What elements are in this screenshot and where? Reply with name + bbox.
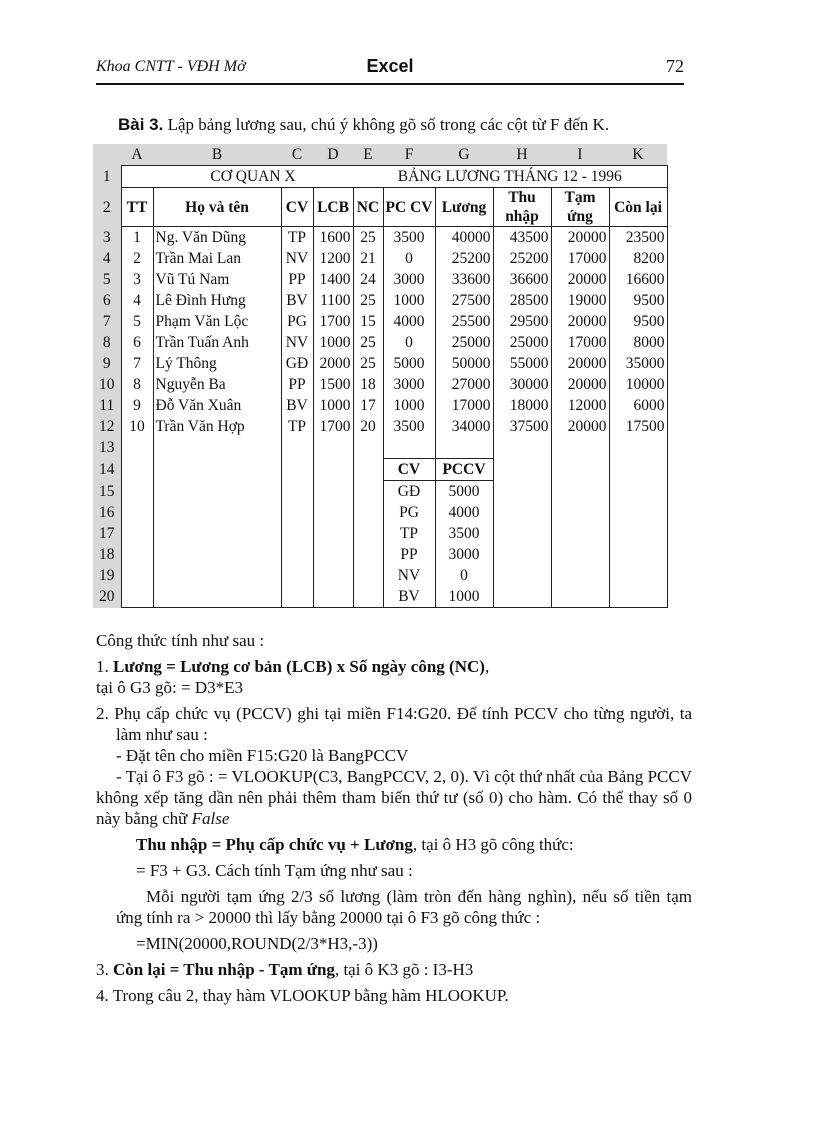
column-title[interactable]: TT — [121, 188, 153, 227]
empty-cell[interactable] — [551, 481, 609, 503]
data-cell[interactable]: 25000 — [435, 332, 493, 353]
column-title[interactable]: Họ và tên — [153, 188, 281, 227]
row-number[interactable]: 10 — [93, 374, 121, 395]
sheet-row — [93, 586, 667, 608]
corner-cell — [93, 144, 121, 166]
data-cell[interactable]: 17 — [353, 395, 383, 416]
data-cell[interactable]: 43500 — [493, 227, 551, 249]
pccv-cell[interactable]: 3000 — [435, 544, 493, 565]
row-number[interactable]: 17 — [93, 523, 121, 544]
empty-cell[interactable] — [353, 544, 383, 565]
advance-rule: Mỗi người tạm ứng 2/3 số lương (làm tròn đến hàng nghìn), nếu số tiền tạm ứng tính ra > 20000 thì lấy bằng 20000 tại ô F3 gõ công thức : — [116, 887, 692, 927]
data-cell[interactable]: 17000 — [551, 248, 609, 269]
empty-cell[interactable] — [353, 502, 383, 523]
row-number[interactable]: 15 — [93, 481, 121, 503]
page-number: 72 — [666, 56, 684, 76]
empty-cell[interactable] — [435, 437, 493, 459]
data-cell[interactable]: PP — [281, 374, 313, 395]
empty-cell[interactable] — [313, 544, 353, 565]
empty-cell[interactable] — [153, 544, 281, 565]
row-number[interactable]: 13 — [93, 437, 121, 459]
empty-cell[interactable] — [383, 437, 435, 459]
data-cell[interactable]: 23500 — [609, 227, 667, 249]
data-cell[interactable]: 24 — [353, 269, 383, 290]
data-cell[interactable]: Lý Thông — [153, 353, 281, 374]
page-header — [96, 58, 684, 82]
data-cell[interactable]: 8200 — [609, 248, 667, 269]
data-cell[interactable]: 5000 — [383, 353, 435, 374]
pccv-cell[interactable]: TP — [383, 523, 435, 544]
data-cell[interactable]: 40000 — [435, 227, 493, 249]
data-cell[interactable]: 9500 — [609, 290, 667, 311]
empty-cell[interactable] — [313, 481, 353, 503]
empty-cell[interactable] — [281, 586, 313, 608]
pccv-header[interactable]: CV — [383, 459, 435, 481]
instruction-2-step-a: - Đặt tên cho miền F15:G20 là BangPCCV — [116, 746, 409, 765]
empty-cell[interactable] — [609, 565, 667, 586]
sheet-row — [93, 459, 667, 481]
data-cell[interactable]: 29500 — [493, 311, 551, 332]
column-header[interactable]: G — [435, 144, 493, 166]
income-formula — [96, 834, 692, 855]
empty-cell[interactable] — [281, 544, 313, 565]
column-header[interactable]: E — [353, 144, 383, 166]
empty-cell[interactable] — [153, 481, 281, 503]
empty-cell[interactable] — [121, 502, 153, 523]
data-cell[interactable]: 19000 — [551, 290, 609, 311]
empty-cell[interactable] — [121, 565, 153, 586]
column-header[interactable]: D — [313, 144, 353, 166]
instruction-1-number: 1. — [96, 657, 109, 676]
data-cell[interactable]: BV — [281, 395, 313, 416]
empty-cell[interactable] — [493, 502, 551, 523]
data-cell[interactable]: 25 — [353, 290, 383, 311]
sheet-row — [93, 502, 667, 523]
data-cell[interactable]: 3 — [121, 269, 153, 290]
data-cell[interactable]: Ng. Văn Dũng — [153, 227, 281, 249]
sheet-row — [93, 248, 667, 269]
pccv-cell[interactable]: 3500 — [435, 523, 493, 544]
data-cell[interactable]: 8000 — [609, 332, 667, 353]
row-number[interactable]: 12 — [93, 416, 121, 437]
empty-cell[interactable] — [313, 523, 353, 544]
data-cell[interactable]: TP — [281, 416, 313, 437]
row-number[interactable]: 4 — [93, 248, 121, 269]
empty-cell[interactable] — [551, 586, 609, 608]
column-title[interactable]: Còn lại — [609, 188, 667, 227]
data-cell[interactable]: 27500 — [435, 290, 493, 311]
sheet-row — [93, 374, 667, 395]
empty-cell[interactable] — [551, 437, 609, 459]
data-cell[interactable]: 1 — [121, 227, 153, 249]
column-title[interactable]: PC CV — [383, 188, 435, 227]
empty-cell[interactable] — [281, 481, 313, 503]
instruction-3-number: 3. — [96, 960, 109, 979]
empty-cell[interactable] — [121, 166, 153, 188]
column-title[interactable]: Thu nhập — [493, 188, 551, 227]
row-number[interactable]: 1 — [93, 166, 121, 188]
sheet-row — [93, 416, 667, 437]
data-cell[interactable]: 30000 — [493, 374, 551, 395]
data-cell[interactable]: Trần Tuấn Anh — [153, 332, 281, 353]
row-number[interactable]: 5 — [93, 269, 121, 290]
data-cell[interactable]: 25000 — [493, 332, 551, 353]
column-header[interactable]: K — [609, 144, 667, 166]
data-cell[interactable]: PP — [281, 269, 313, 290]
empty-cell[interactable] — [609, 586, 667, 608]
empty-cell[interactable] — [153, 437, 281, 459]
data-cell[interactable]: 1100 — [313, 290, 353, 311]
data-cell[interactable]: 4000 — [383, 311, 435, 332]
data-cell[interactable]: Vũ Tú Nam — [153, 269, 281, 290]
instruction-4: 4. Trong câu 2, thay hàm VLOOKUP bằng hàm HLOOKUP. — [96, 986, 509, 1005]
data-cell[interactable]: 9500 — [609, 311, 667, 332]
data-cell[interactable]: 50000 — [435, 353, 493, 374]
empty-cell[interactable] — [353, 523, 383, 544]
empty-cell[interactable] — [121, 437, 153, 459]
data-cell[interactable]: 34000 — [435, 416, 493, 437]
column-title[interactable]: Tạm ứng — [551, 188, 609, 227]
column-header[interactable]: B — [153, 144, 281, 166]
sheet-row — [93, 395, 667, 416]
data-cell[interactable]: 2 — [121, 248, 153, 269]
pccv-cell[interactable]: BV — [383, 586, 435, 608]
pccv-cell[interactable]: 0 — [435, 565, 493, 586]
data-cell[interactable]: 18 — [353, 374, 383, 395]
data-cell[interactable]: Trần Mai Lan — [153, 248, 281, 269]
data-cell[interactable]: Lê Đình Hưng — [153, 290, 281, 311]
data-cell[interactable]: 12000 — [551, 395, 609, 416]
income-formula-bold: Thu nhập = Phụ cấp chức vụ + Lương — [136, 835, 413, 854]
sheet-row — [93, 523, 667, 544]
empty-cell[interactable] — [313, 459, 353, 481]
pccv-header[interactable]: PCCV — [435, 459, 493, 481]
empty-cell[interactable] — [313, 502, 353, 523]
column-header[interactable]: H — [493, 144, 551, 166]
sheet-row — [93, 311, 667, 332]
advance-min-formula: =MIN(20000,ROUND(2/3*H3,-3)) — [136, 934, 378, 953]
data-cell[interactable]: 20 — [353, 416, 383, 437]
empty-cell[interactable] — [551, 544, 609, 565]
data-cell[interactable]: 17000 — [435, 395, 493, 416]
empty-cell[interactable] — [121, 459, 153, 481]
sheet-row — [93, 188, 667, 227]
pccv-cell[interactable]: 5000 — [435, 481, 493, 503]
row-number[interactable]: 14 — [93, 459, 121, 481]
sheet-row — [93, 544, 667, 565]
instructions — [96, 630, 692, 1006]
pccv-cell[interactable]: NV — [383, 565, 435, 586]
instruction-1 — [96, 656, 692, 677]
empty-cell[interactable] — [609, 481, 667, 503]
empty-cell[interactable] — [281, 459, 313, 481]
data-cell[interactable]: 3500 — [383, 416, 435, 437]
pccv-cell[interactable]: PG — [383, 502, 435, 523]
data-cell[interactable]: 1700 — [313, 416, 353, 437]
task-text: Lập bảng lương sau, chú ý không gõ số trong các cột từ F đến K. — [167, 115, 610, 134]
data-cell[interactable]: Phạm Văn Lộc — [153, 311, 281, 332]
row-number[interactable]: 8 — [93, 332, 121, 353]
empty-cell[interactable] — [609, 502, 667, 523]
empty-cell[interactable] — [353, 459, 383, 481]
agency-title[interactable]: CƠ QUAN X — [153, 166, 353, 188]
data-cell[interactable]: 1500 — [313, 374, 353, 395]
empty-cell[interactable] — [281, 437, 313, 459]
income-formula-tail: , tại ô H3 gõ công thức: — [412, 835, 574, 854]
empty-cell[interactable] — [281, 565, 313, 586]
data-cell[interactable]: Đỗ Văn Xuân — [153, 395, 281, 416]
data-cell[interactable]: 0 — [383, 248, 435, 269]
row-number[interactable]: 6 — [93, 290, 121, 311]
column-title[interactable]: CV — [281, 188, 313, 227]
data-cell[interactable]: 1000 — [313, 332, 353, 353]
empty-cell[interactable] — [313, 586, 353, 608]
header-divider — [96, 83, 684, 85]
data-cell[interactable]: 17500 — [609, 416, 667, 437]
data-cell[interactable]: 1000 — [313, 395, 353, 416]
data-cell[interactable]: 7 — [121, 353, 153, 374]
data-cell[interactable]: PG — [281, 311, 313, 332]
column-header-row — [93, 144, 667, 166]
data-cell[interactable]: 1000 — [383, 395, 435, 416]
empty-cell[interactable] — [493, 544, 551, 565]
empty-cell[interactable] — [121, 481, 153, 503]
row-number[interactable]: 11 — [93, 395, 121, 416]
instruction-1-comma: , — [484, 657, 490, 676]
data-cell[interactable]: 3000 — [383, 269, 435, 290]
column-header[interactable]: A — [121, 144, 153, 166]
sheet-row — [93, 227, 667, 249]
data-cell[interactable]: 1600 — [313, 227, 353, 249]
column-header[interactable]: I — [551, 144, 609, 166]
empty-cell[interactable] — [493, 459, 551, 481]
empty-cell[interactable] — [353, 481, 383, 503]
data-cell[interactable]: 4 — [121, 290, 153, 311]
sheet-row — [93, 437, 667, 459]
empty-cell[interactable] — [313, 565, 353, 586]
data-cell[interactable]: 6 — [121, 332, 153, 353]
empty-cell[interactable] — [609, 459, 667, 481]
data-cell[interactable]: 6000 — [609, 395, 667, 416]
empty-cell[interactable] — [313, 437, 353, 459]
instruction-2-step-b-text: - Tại ô F3 gõ : = VLOOKUP(C3, BangPCCV, 2, 0). Vì cột thứ nhất của Bảng PCCV không xếp tăng dần nên phải thêm tham biến thứ tư (số 0) cho hàm. Có thể thay số 0 này bằng chữ — [96, 767, 692, 828]
data-cell[interactable]: 20000 — [551, 353, 609, 374]
empty-cell[interactable] — [153, 586, 281, 608]
empty-cell[interactable] — [609, 437, 667, 459]
column-header[interactable]: C — [281, 144, 313, 166]
empty-cell[interactable] — [551, 523, 609, 544]
data-cell[interactable]: NV — [281, 248, 313, 269]
empty-cell[interactable] — [493, 523, 551, 544]
empty-cell[interactable] — [153, 459, 281, 481]
notes-intro: Công thức tính như sau : — [96, 631, 265, 650]
row-number[interactable]: 9 — [93, 353, 121, 374]
sheet-row — [93, 269, 667, 290]
row-number[interactable]: 18 — [93, 544, 121, 565]
data-cell[interactable]: 1000 — [383, 290, 435, 311]
data-cell[interactable]: 3500 — [383, 227, 435, 249]
empty-cell[interactable] — [121, 586, 153, 608]
row-number[interactable]: 16 — [93, 502, 121, 523]
salary-spreadsheet — [93, 144, 668, 608]
data-cell[interactable]: 27000 — [435, 374, 493, 395]
data-cell[interactable]: 25200 — [435, 248, 493, 269]
data-cell[interactable]: 1400 — [313, 269, 353, 290]
data-cell[interactable]: 20000 — [551, 311, 609, 332]
row-number[interactable]: 2 — [93, 188, 121, 227]
data-cell[interactable]: 21 — [353, 248, 383, 269]
data-cell[interactable]: 55000 — [493, 353, 551, 374]
column-title[interactable]: Lương — [435, 188, 493, 227]
data-cell[interactable]: 18000 — [493, 395, 551, 416]
data-cell[interactable]: 1700 — [313, 311, 353, 332]
pccv-cell[interactable]: 4000 — [435, 502, 493, 523]
data-cell[interactable]: 33600 — [435, 269, 493, 290]
data-cell[interactable]: 36600 — [493, 269, 551, 290]
sheet-row — [93, 290, 667, 311]
data-cell[interactable]: 28500 — [493, 290, 551, 311]
empty-cell[interactable] — [153, 523, 281, 544]
empty-cell[interactable] — [353, 586, 383, 608]
instruction-3-formula: Còn lại = Thu nhập - Tạm ứng — [113, 960, 335, 979]
instruction-2-step-b — [96, 766, 692, 829]
data-cell[interactable]: Nguyễn Ba — [153, 374, 281, 395]
data-cell[interactable]: 25 — [353, 227, 383, 249]
data-cell[interactable]: 2000 — [313, 353, 353, 374]
row-number[interactable]: 20 — [93, 586, 121, 608]
sheet-row — [93, 481, 667, 503]
data-cell[interactable]: GĐ — [281, 353, 313, 374]
row-number[interactable]: 3 — [93, 227, 121, 249]
income-cell-formula: = F3 + G3. Cách tính Tạm ứng như sau : — [136, 861, 413, 880]
instruction-1-formula: Lương = Lương cơ bản (LCB) x Số ngày công (NC) — [113, 657, 485, 676]
task-statement — [118, 115, 609, 135]
column-title[interactable]: NC — [353, 188, 383, 227]
empty-cell[interactable] — [353, 565, 383, 586]
data-cell[interactable]: TP — [281, 227, 313, 249]
empty-cell[interactable] — [281, 502, 313, 523]
data-cell[interactable]: 10000 — [609, 374, 667, 395]
row-number[interactable]: 19 — [93, 565, 121, 586]
data-cell[interactable]: 15 — [353, 311, 383, 332]
sheet-row — [93, 565, 667, 586]
pccv-cell[interactable]: GĐ — [383, 481, 435, 503]
instruction-3-tail: , tại ô K3 gõ : I3-H3 — [334, 960, 474, 979]
data-cell[interactable]: 25 — [353, 332, 383, 353]
empty-cell[interactable] — [121, 523, 153, 544]
column-title[interactable]: LCB — [313, 188, 353, 227]
empty-cell[interactable] — [609, 544, 667, 565]
data-cell[interactable]: 25 — [353, 353, 383, 374]
task-label: Bài 3. — [118, 115, 164, 134]
data-cell[interactable]: 25500 — [435, 311, 493, 332]
empty-cell[interactable] — [281, 523, 313, 544]
empty-cell[interactable] — [551, 565, 609, 586]
instruction-1-detail: tại ô G3 gõ: = D3*E3 — [96, 678, 243, 697]
data-cell[interactable]: 20000 — [551, 416, 609, 437]
empty-cell[interactable] — [551, 459, 609, 481]
empty-cell[interactable] — [493, 565, 551, 586]
empty-cell[interactable] — [493, 586, 551, 608]
instruction-3 — [96, 959, 692, 980]
empty-cell[interactable] — [493, 481, 551, 503]
data-cell[interactable]: 20000 — [551, 374, 609, 395]
data-cell[interactable]: 25200 — [493, 248, 551, 269]
data-cell[interactable]: BV — [281, 290, 313, 311]
header-department: Khoa CNTT - VĐH Mở — [96, 58, 246, 75]
data-cell[interactable]: 3000 — [383, 374, 435, 395]
pccv-cell[interactable]: PP — [383, 544, 435, 565]
empty-cell[interactable] — [493, 437, 551, 459]
data-cell[interactable]: 10 — [121, 416, 153, 437]
payroll-title[interactable]: BẢNG LƯƠNG THÁNG 12 - 1996 — [353, 166, 667, 188]
data-cell[interactable]: 20000 — [551, 227, 609, 249]
instruction-2: 2. Phụ cấp chức vụ (PCCV) ghi tại miền F14:G20. Để tính PCCV cho từng người, ta làm như sau : — [96, 704, 692, 744]
data-cell[interactable]: NV — [281, 332, 313, 353]
empty-cell[interactable] — [353, 437, 383, 459]
data-cell[interactable]: 37500 — [493, 416, 551, 437]
data-cell[interactable]: 16600 — [609, 269, 667, 290]
data-cell[interactable]: 0 — [383, 332, 435, 353]
data-cell[interactable]: 8 — [121, 374, 153, 395]
data-cell[interactable]: 9 — [121, 395, 153, 416]
data-cell[interactable]: Trần Văn Hợp — [153, 416, 281, 437]
empty-cell[interactable] — [121, 544, 153, 565]
sheet-row — [93, 332, 667, 353]
data-cell[interactable]: 1200 — [313, 248, 353, 269]
empty-cell[interactable] — [551, 502, 609, 523]
row-number[interactable]: 7 — [93, 311, 121, 332]
data-cell[interactable]: 17000 — [551, 332, 609, 353]
column-header[interactable]: F — [383, 144, 435, 166]
empty-cell[interactable] — [609, 523, 667, 544]
empty-cell[interactable] — [153, 565, 281, 586]
instruction-2-false-keyword: False — [191, 809, 230, 828]
data-cell[interactable]: 5 — [121, 311, 153, 332]
sheet-row — [93, 166, 667, 188]
pccv-cell[interactable]: 1000 — [435, 586, 493, 608]
empty-cell[interactable] — [153, 502, 281, 523]
sheet-row — [93, 353, 667, 374]
data-cell[interactable]: 35000 — [609, 353, 667, 374]
data-cell[interactable]: 20000 — [551, 269, 609, 290]
header-title: Excel — [366, 56, 414, 76]
